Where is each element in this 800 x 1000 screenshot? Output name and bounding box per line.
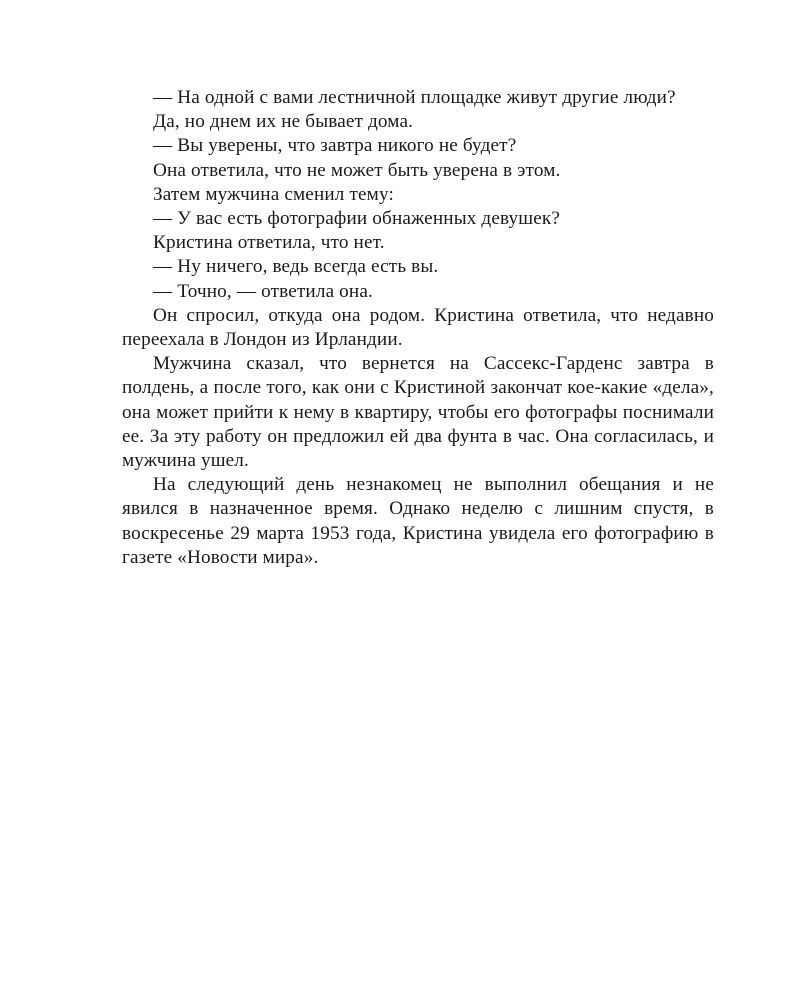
paragraph: Он спросил, откуда она родом. Кристина ответила, что недавно переехала в Лондон из Ирландии. <box>122 304 714 351</box>
paragraph: На следующий день незнакомец не выполнил обещания и не явился в назначенное время. Однако неделю с лишним спустя, в воскресенье 29 марта 1953 года, Кристина увидела его фотографию в газете «Новости мира». <box>122 474 714 568</box>
paragraph: Мужчина сказал, что вернется на Сассекс-Гарденс завтра в полдень, а после того, как они с Кристиной закончат кое-какие «дела», она может прийти к нему в квартиру, чтобы его фотографы поснимали ее. За эту работу он предложил ей два фунта в час. Она согласилась, и мужчина ушел. <box>122 353 714 472</box>
paragraph: Кристина ответила, что нет. <box>153 232 385 254</box>
paragraph: — На одной с вами лестничной площадке живут другие люди? <box>153 87 676 108</box>
paragraph: Она ответила, что не может быть уверена в этом. <box>153 159 561 181</box>
paragraph: — Ну ничего, ведь всегда есть вы. <box>153 256 439 278</box>
paragraph: — Вы уверены, что завтра никого не будет? <box>153 135 517 157</box>
paragraph: — У вас есть фотографии обнаженных девушек? <box>153 208 561 230</box>
page-text-block <box>122 86 714 570</box>
paragraph: Да, но днем их не бывает дома. <box>153 111 414 133</box>
paragraph: Затем мужчина сменил тему: <box>153 183 394 205</box>
paragraph: — Точно, — ответила она. <box>153 280 373 302</box>
